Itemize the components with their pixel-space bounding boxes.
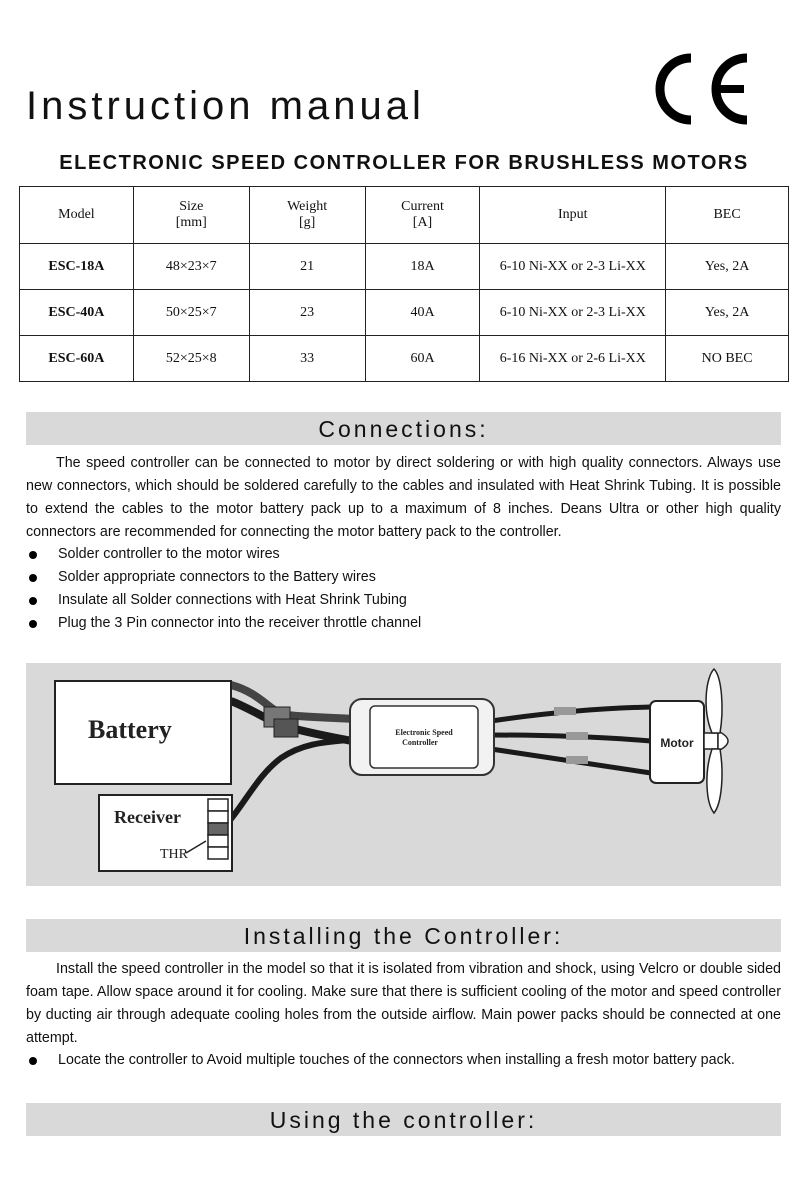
cell-bec: NO BEC xyxy=(666,336,789,382)
cell-model: ESC-60A xyxy=(20,336,134,382)
list-item: Solder controller to the motor wires xyxy=(26,543,786,566)
cell-weight: 33 xyxy=(249,336,365,382)
cell-input: 6-10 Ni-XX or 2-3 Li-XX xyxy=(480,290,666,336)
list-item: Insulate all Solder connections with Heat Shrink Tubing xyxy=(26,589,786,612)
cell-model: ESC-40A xyxy=(20,290,134,336)
table-row xyxy=(20,290,789,336)
receiver-label: Receiver xyxy=(114,807,181,827)
motor-wire-shrink xyxy=(566,732,588,740)
battery-label: Battery xyxy=(88,715,172,744)
cell-bec: Yes, 2A xyxy=(666,290,789,336)
battery-connector xyxy=(274,719,298,737)
esc-label-line1: Electronic Speed xyxy=(395,728,453,737)
ce-mark-logo xyxy=(643,50,755,128)
cell-input: 6-10 Ni-XX or 2-3 Li-XX xyxy=(480,244,666,290)
list-item: Plug the 3 Pin connector into the receiver throttle channel xyxy=(26,612,786,635)
section-heading-installing: Installing the Controller: xyxy=(26,919,781,952)
installing-bullet-list xyxy=(26,1049,786,1072)
installing-paragraph: Install the speed controller in the model so that it is isolated from vibration and shock, using Velcro or double sided foam tape. Allow space around it for cooling. Make sure that there is sufficient cooling of the motor and speed controller by ducting air through adequate cooling holes from the outside airflow. Main power packs should be connected at one attempt. xyxy=(26,961,781,1046)
motor-wire-shrink xyxy=(566,756,588,764)
header-cell-input: Input xyxy=(480,187,666,244)
bullet-dot-icon xyxy=(29,1057,37,1065)
list-item: Locate the controller to Avoid multiple touches of the connectors when installing a fresh motor battery pack. xyxy=(26,1049,786,1072)
section-heading-connections: Connections: xyxy=(26,412,781,445)
header-cell-model: Model xyxy=(20,187,134,244)
connections-paragraph: The speed controller can be connected to motor by direct soldering or with high quality connectors. Always use new connectors, which should be soldered carefully to the cables and insulated with Heat Shrink Tubing. It is possible to extend the cables to the motor battery pack up to a maximum of 8 inches. Deans Ultra or other high quality connectors are recommended for connecting the motor battery pack to the controller. xyxy=(26,455,781,540)
header-cell-weight: Weight [g] xyxy=(249,187,365,244)
cell-bec: Yes, 2A xyxy=(666,244,789,290)
list-item: Solder appropriate connectors to the Battery wires xyxy=(26,566,786,589)
wiring-diagram xyxy=(26,663,781,886)
propeller-blade-bottom xyxy=(707,749,722,813)
receiver-signal-wire xyxy=(216,737,371,835)
propeller-blade-top xyxy=(706,669,722,733)
cell-model: ESC-18A xyxy=(20,244,134,290)
motor-wire-shrink xyxy=(554,707,576,715)
receiver-pin-header xyxy=(208,799,228,859)
wiring-diagram-svg xyxy=(26,663,781,886)
bullet-dot-icon xyxy=(29,551,37,559)
cell-current: 40A xyxy=(365,290,480,336)
table-header-row xyxy=(20,187,789,244)
propeller-spinner xyxy=(718,731,728,751)
section-heading-using: Using the controller: xyxy=(26,1103,781,1136)
motor-shaft xyxy=(704,733,718,749)
bullet-dot-icon xyxy=(29,597,37,605)
document-subtitle: ELECTRONIC SPEED CONTROLLER FOR BRUSHLESS MOTORS xyxy=(59,152,749,174)
cell-weight: 21 xyxy=(249,244,365,290)
specs-table xyxy=(19,186,789,382)
header-cell-size: Size [mm] xyxy=(133,187,249,244)
table-row xyxy=(20,336,789,382)
connections-bullet-list xyxy=(26,543,786,635)
thr-label: THR xyxy=(160,847,188,862)
motor-label: Motor xyxy=(660,736,694,750)
cell-current: 18A xyxy=(365,244,480,290)
header-cell-current: Current [A] xyxy=(365,187,480,244)
esc-label-line2: Controller xyxy=(402,738,438,747)
cell-input: 6-16 Ni-XX or 2-6 Li-XX xyxy=(480,336,666,382)
cell-size: 50×25×7 xyxy=(133,290,249,336)
cell-size: 52×25×8 xyxy=(133,336,249,382)
bullet-dot-icon xyxy=(29,574,37,582)
document-title: Instruction manual xyxy=(26,84,425,128)
cell-current: 60A xyxy=(365,336,480,382)
esc-inner xyxy=(370,706,478,768)
cell-size: 48×23×7 xyxy=(133,244,249,290)
table-row xyxy=(20,244,789,290)
header-cell-bec: BEC xyxy=(666,187,789,244)
bullet-dot-icon xyxy=(29,620,37,628)
cell-weight: 23 xyxy=(249,290,365,336)
